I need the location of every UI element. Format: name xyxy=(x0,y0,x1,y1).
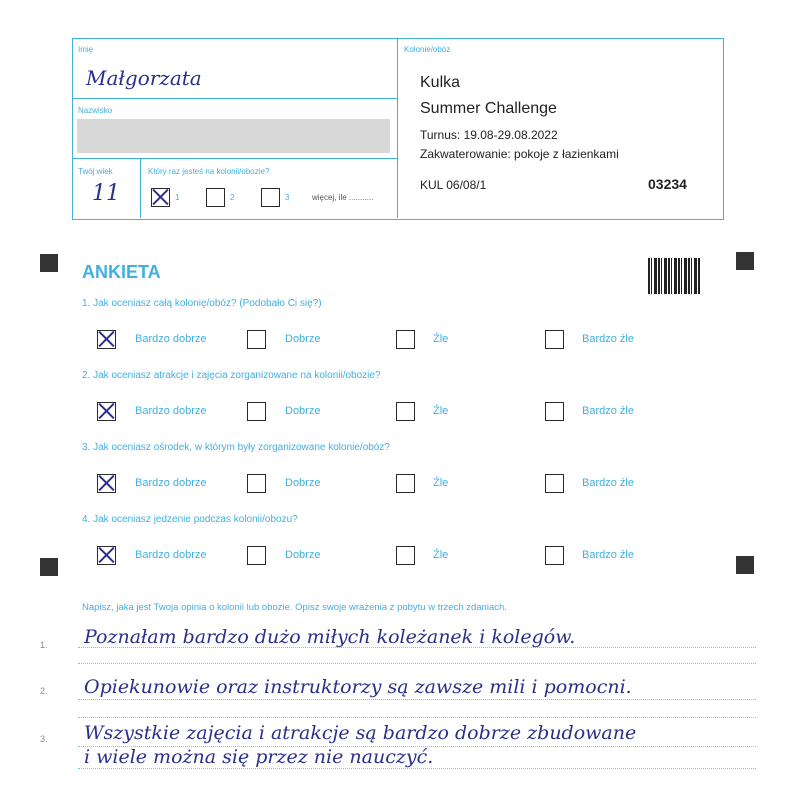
header-divider-vertical xyxy=(397,38,398,218)
answer-1[interactable]: Poznałam bardzo dużo miłych koleżanek i kolegów. xyxy=(84,626,576,648)
times-checkbox-3[interactable] xyxy=(261,188,280,207)
q4-option-zle-label: Źle xyxy=(433,549,449,561)
answer-line-3b xyxy=(78,768,756,769)
answer-line-2a xyxy=(78,699,756,700)
q4-option-bardzo-zle-label: Bardzo źle xyxy=(582,549,634,561)
q1-option-zle-label: Źle xyxy=(433,333,449,345)
answer-3[interactable]: Wszystkie zajęcia i atrakcje są bardzo dobrze zbudowane xyxy=(84,722,637,744)
camp-program: Summer Challenge xyxy=(420,100,557,117)
registration-marker-bottom-left xyxy=(40,558,58,576)
header-divider-h1 xyxy=(72,98,398,99)
question-2: 2. Jak oceniasz atrakcje i zajęcia zorganizowane na kolonii/obozie? xyxy=(82,370,381,381)
question-1: 1. Jak oceniasz całą kolonię/obóz? (Podobało Ci się?) xyxy=(82,298,322,309)
q2-option-dobrze-label: Dobrze xyxy=(285,405,321,417)
q1-option-bardzo-dobrze-label: Bardzo dobrze xyxy=(135,333,207,345)
age-value[interactable]: 11 xyxy=(92,181,120,206)
barcode xyxy=(648,258,700,294)
q4-option-dobrze-label: Dobrze xyxy=(285,549,321,561)
camp-label: Kolonie/obóz xyxy=(404,45,451,54)
q2-option-dobrze-checkbox[interactable] xyxy=(247,402,266,421)
registration-marker-top-right xyxy=(736,252,754,270)
name-label: Imię xyxy=(78,45,94,54)
q4-option-dobrze-checkbox[interactable] xyxy=(247,546,266,565)
q3-option-zle-checkbox[interactable] xyxy=(396,474,415,493)
registration-marker-bottom-right xyxy=(736,556,754,574)
q3-option-dobrze-label: Dobrze xyxy=(285,477,321,489)
times-more-label: więcej, ile ........... xyxy=(312,193,374,202)
q3-option-bardzo-zle-label: Bardzo źle xyxy=(582,477,634,489)
q1-option-bardzo-dobrze-checkbox[interactable] xyxy=(97,330,116,349)
form-number: 03234 xyxy=(648,176,687,192)
q1-option-bardzo-zle-checkbox[interactable] xyxy=(545,330,564,349)
header-divider-h2 xyxy=(72,158,398,159)
answer-line-1b xyxy=(78,663,756,664)
times-checkbox-1[interactable] xyxy=(151,188,170,207)
surname-redacted-field xyxy=(77,119,390,153)
camp-name: Kulka xyxy=(420,74,461,91)
times-option-1: 1 xyxy=(175,193,180,202)
opinion-prompt: Napisz, jaka jest Twoja opinia o kolonii lub obozie. Opisz swoje wrażenia z pobytu w trzech zdaniach. xyxy=(82,602,507,613)
q3-option-bardzo-zle-checkbox[interactable] xyxy=(545,474,564,493)
answer-line-2b xyxy=(78,717,756,718)
q1-option-zle-checkbox[interactable] xyxy=(396,330,415,349)
age-label: Twój wiek xyxy=(78,167,113,176)
q3-option-bardzo-dobrze-label: Bardzo dobrze xyxy=(135,477,207,489)
question-4: 4. Jak oceniasz jedzenie podczas kolonii/obozu? xyxy=(82,514,298,525)
q4-option-bardzo-dobrze-checkbox[interactable] xyxy=(97,546,116,565)
q2-option-bardzo-dobrze-checkbox[interactable] xyxy=(97,402,116,421)
q2-option-zle-label: Źle xyxy=(433,405,449,417)
camp-accommodation: Zakwaterowanie: pokoje z łazienkami xyxy=(420,147,619,161)
q2-option-bardzo-dobrze-label: Bardzo dobrze xyxy=(135,405,207,417)
answer-line-1a xyxy=(78,647,756,648)
answer-line-number-1: 1. xyxy=(40,640,48,650)
q2-option-bardzo-zle-label: Bardzo źle xyxy=(582,405,634,417)
q1-option-bardzo-zle-label: Bardzo źle xyxy=(582,333,634,345)
q4-option-bardzo-zle-checkbox[interactable] xyxy=(545,546,564,565)
header-divider-age xyxy=(140,158,141,218)
times-label: Który raz jesteś na kolonii/obozie? xyxy=(148,167,270,176)
q3-option-bardzo-dobrze-checkbox[interactable] xyxy=(97,474,116,493)
camp-code: KUL 06/08/1 xyxy=(420,178,487,192)
answer-3-continued[interactable]: i wiele można się przez nie nauczyć. xyxy=(84,746,434,768)
surname-label: Nazwisko xyxy=(78,106,113,115)
q3-option-dobrze-checkbox[interactable] xyxy=(247,474,266,493)
name-value[interactable]: Małgorzata xyxy=(86,66,202,90)
answer-line-number-2: 2. xyxy=(40,686,48,696)
question-3: 3. Jak oceniasz ośrodek, w którym były zorganizowane kolonie/obóz? xyxy=(82,442,390,453)
camp-turnus: Turnus: 19.08-29.08.2022 xyxy=(420,128,558,142)
q3-option-zle-label: Źle xyxy=(433,477,449,489)
registration-marker-top-left xyxy=(40,254,58,272)
q1-option-dobrze-checkbox[interactable] xyxy=(247,330,266,349)
survey-title: ANKIETA xyxy=(82,262,161,282)
q4-option-bardzo-dobrze-label: Bardzo dobrze xyxy=(135,549,207,561)
times-checkbox-2[interactable] xyxy=(206,188,225,207)
q1-option-dobrze-label: Dobrze xyxy=(285,333,321,345)
times-option-2: 2 xyxy=(230,193,235,202)
q4-option-zle-checkbox[interactable] xyxy=(396,546,415,565)
q2-option-bardzo-zle-checkbox[interactable] xyxy=(545,402,564,421)
answer-line-number-3: 3. xyxy=(40,734,48,744)
times-option-3: 3 xyxy=(285,193,290,202)
q2-option-zle-checkbox[interactable] xyxy=(396,402,415,421)
answer-2[interactable]: Opiekunowie oraz instruktorzy są zawsze mili i pomocni. xyxy=(84,676,632,698)
